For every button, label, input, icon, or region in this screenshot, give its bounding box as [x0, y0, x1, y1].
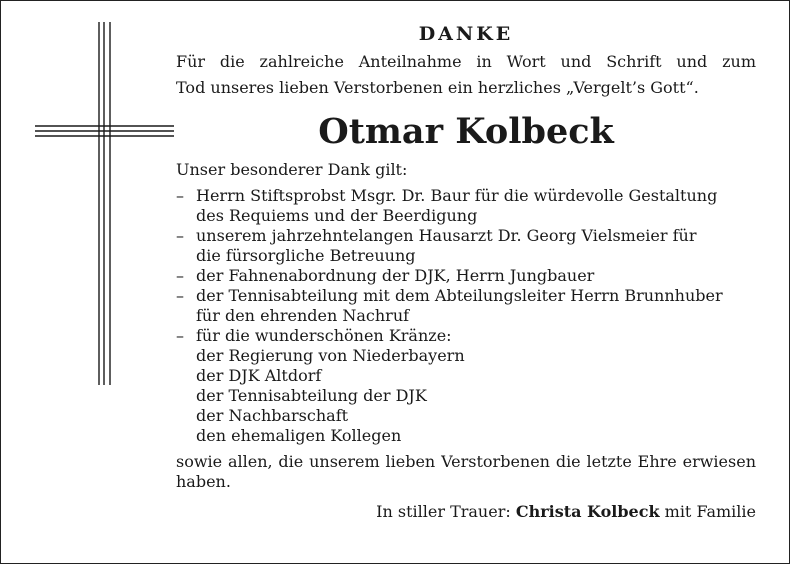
thanks-intro: Unser besonderer Dank gilt:: [176, 160, 408, 179]
intro-line-2: Tod unseres lieben Verstorbenen ein herzliches „Vergelt’s Gott“.: [176, 78, 699, 97]
thanks-list: [176, 186, 756, 346]
wreath-donor: der Nachbarschaft: [196, 406, 349, 425]
dash-bullet: –: [176, 326, 184, 345]
dash-bullet: –: [176, 266, 184, 285]
signature-name: Christa Kolbeck: [515, 502, 660, 521]
cross-icon: [0, 0, 180, 400]
dash-bullet: –: [176, 226, 184, 245]
list-item-line: der Fahnenabordnung der DJK, Herrn Jungbauer: [196, 266, 595, 285]
signature-prefix: In stiller Trauer:: [376, 502, 511, 521]
list-item-line: die fürsorgliche Betreuung: [196, 246, 416, 265]
list-item-line: für den ehrenden Nachruf: [196, 306, 410, 325]
list-item-line: für die wunderschönen Kränze:: [196, 326, 452, 345]
list-item: [176, 226, 756, 266]
list-item-line: des Requiems und der Beerdigung: [196, 206, 478, 225]
closing-text: sowie allen, die unserem lieben Verstorbenen die letzte Ehre erwiesen haben.: [176, 452, 756, 491]
list-item: [176, 286, 756, 326]
dash-bullet: –: [176, 286, 184, 305]
deceased-name: Otmar Kolbeck: [318, 111, 614, 152]
list-item-line: unserem jahrzehntelangen Hausarzt Dr. Georg Vielsmeier für: [196, 226, 697, 245]
heading: DANKE: [418, 23, 514, 45]
intro-line-1: Für die zahlreiche Anteilnahme in Wort und Schrift und zum: [176, 52, 756, 71]
wreath-donor: den ehemaligen Kollegen: [196, 426, 402, 445]
list-item: [176, 186, 756, 226]
list-item-line: Herrn Stiftsprobst Msgr. Dr. Baur für die würdevolle Gestaltung: [196, 186, 718, 205]
wreath-donor: der Tennisabteilung der DJK: [196, 386, 427, 405]
wreath-donor: der DJK Altdorf: [196, 366, 322, 385]
list-item: [176, 326, 756, 346]
list-item: [176, 266, 756, 286]
signature-suffix: mit Familie: [664, 502, 756, 521]
dash-bullet: –: [176, 186, 184, 205]
wreath-donors: [176, 346, 756, 446]
list-item-line: der Tennisabteilung mit dem Abteilungsleiter Herrn Brunnhuber: [196, 286, 723, 305]
wreath-donor: der Regierung von Niederbayern: [196, 346, 465, 365]
signature: [176, 502, 756, 522]
notice-content: [176, 22, 756, 522]
